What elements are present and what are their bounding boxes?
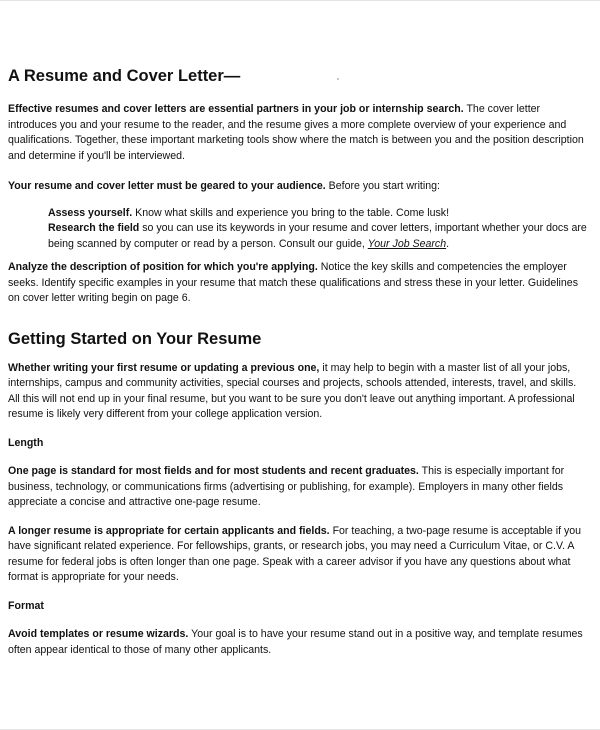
your-job-search-link[interactable]: Your Job Search — [367, 237, 447, 250]
assess-bold: Assess yourself. — [48, 206, 133, 219]
audience-text: Before you start writing: — [325, 180, 440, 192]
analyze-paragraph — [8, 260, 590, 307]
start-bold: Whether writing your first resume or updating a previous one, — [8, 361, 320, 374]
research-text: so you can use its keywords in your resume and cover letters, important whether your docs are being scanned by computer or read by a person. Consult our guide, — [48, 222, 587, 250]
assess-text: Know what skills and experience you bring to the table. Come lusk! — [132, 206, 450, 219]
start-text: it may help to begin with a master list of all your jobs, internships, campus and community activities, special courses and projects, schools attended, interests, travel, and skills. All this will not end up in your final resume, but you want to be sure you don't leave out anything important. A professional resume is likely very different from your college application version. — [8, 361, 577, 420]
analyze-bold: Analyze the description of position for which you're applying. — [8, 261, 318, 273]
heading-resume-cover-letter: A Resume and Cover Letter— — [8, 67, 241, 85]
length-label: Length — [8, 436, 44, 449]
one-page-text: This is especially important for business, technology, or communications firms (advertising or publishing, for example). Employers in many other fields appreciate a concise and attractive one-page resume. — [8, 465, 565, 508]
heading-getting-started: Getting Started on Your Resume — [8, 329, 262, 348]
avoid-bold: Avoid templates or resume wizards. — [8, 628, 189, 640]
intro-paragraph — [8, 102, 590, 164]
research-paragraph — [8, 221, 590, 252]
audience-paragraph — [8, 179, 590, 195]
one-page-paragraph — [8, 464, 590, 511]
one-page-bold: One page is standard for most fields and for most students and recent graduates. — [8, 465, 419, 477]
assess-paragraph — [8, 206, 590, 222]
intro-text: The cover letter introduces you and your resume to the reader, and the resume gives a more complete overview of your experience and qualifications. Together, these important marketing tools show where the match is between you and the position description and determine if you'll be interviewed. — [8, 103, 584, 162]
start-paragraph — [8, 361, 590, 423]
avoid-templates-paragraph — [8, 627, 590, 658]
intro-bold: Effective resumes and cover letters are essential partners in your job or internship search. — [8, 103, 464, 115]
longer-resume-paragraph — [8, 524, 590, 586]
audience-bold: Your resume and cover letter must be geared to your audience. — [8, 180, 326, 192]
format-label: Format — [8, 599, 44, 612]
research-bold: Research the field — [48, 222, 140, 234]
page-top-edge — [0, 0, 600, 1]
longer-text: For teaching, a two-page resume is acceptable if you have significant related experience. For fellowships, grants, or research jobs, you may need a Curriculum Vitae, or C.V. A resume for federal jobs is often longer than one page. Speak with a career advisor if you have any questions about what format is appropriate for your needs. — [8, 524, 582, 583]
research-end: . — [446, 237, 450, 250]
analyze-text: Notice the key skills and competencies the employer seeks. Identify specific examples in your resume that match these qualifications and stress these in your letter. Guidelines on cover letter writing begin on page 6. — [8, 261, 578, 304]
avoid-text: Your goal is to have your resume stand out in a positive way, and template resumes often appear identical to those of many other applicants. — [8, 628, 583, 656]
stray-mark — [337, 78, 339, 80]
longer-bold: A longer resume is appropriate for certain applicants and fields. — [8, 524, 330, 537]
